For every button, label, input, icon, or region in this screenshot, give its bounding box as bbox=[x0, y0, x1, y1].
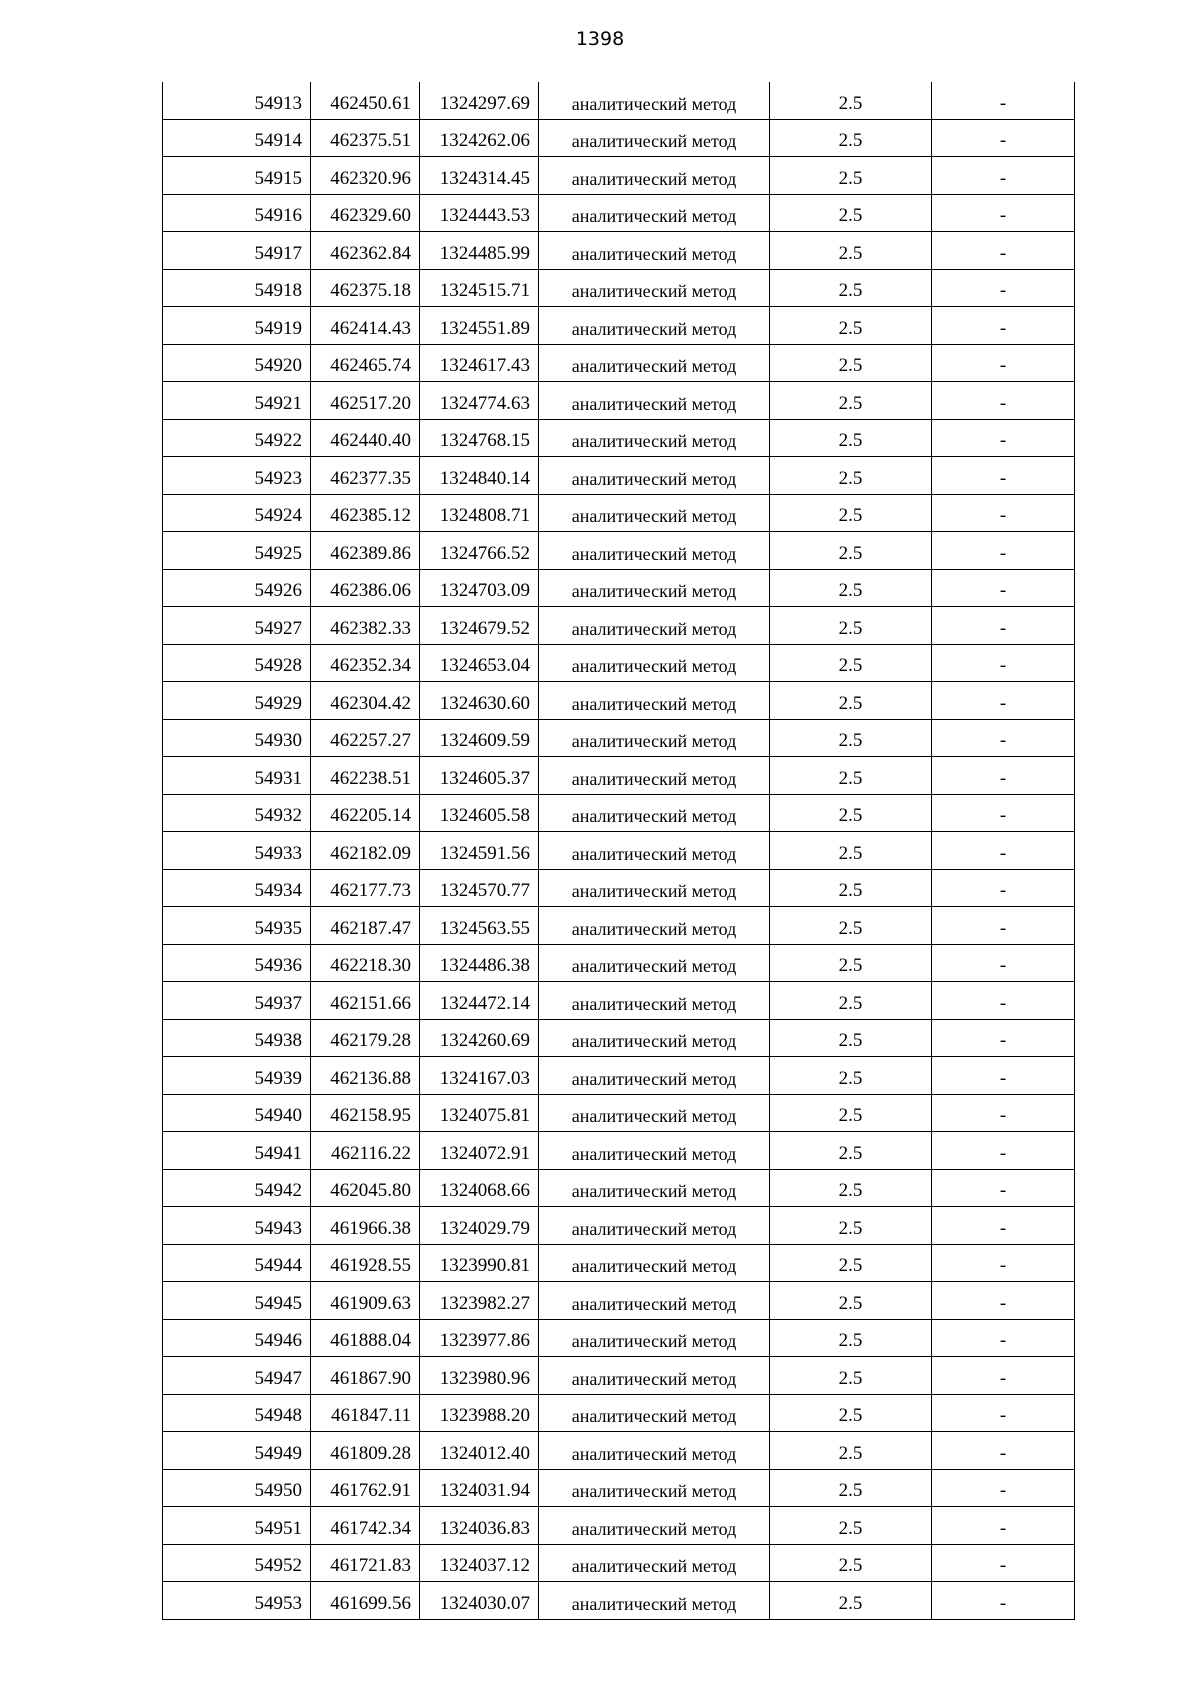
method-cell: аналитический метод bbox=[539, 944, 770, 982]
note-cell: - bbox=[932, 494, 1075, 532]
y-coordinate-cell: 1324766.52 bbox=[420, 532, 539, 570]
x-coordinate-cell: 462517.20 bbox=[311, 382, 420, 420]
x-coordinate-cell: 462238.51 bbox=[311, 757, 420, 795]
note-cell: - bbox=[932, 1507, 1075, 1545]
x-coordinate-cell: 462440.40 bbox=[311, 419, 420, 457]
point-number-cell: 54939 bbox=[163, 1057, 311, 1095]
point-number-cell: 54927 bbox=[163, 607, 311, 645]
point-number-cell: 54936 bbox=[163, 944, 311, 982]
x-coordinate-cell: 462187.47 bbox=[311, 907, 420, 945]
point-number-cell: 54926 bbox=[163, 569, 311, 607]
accuracy-cell: 2.5 bbox=[770, 1057, 932, 1095]
point-number-cell: 54938 bbox=[163, 1019, 311, 1057]
accuracy-cell: 2.5 bbox=[770, 157, 932, 195]
method-cell: аналитический метод bbox=[539, 1544, 770, 1582]
y-coordinate-cell: 1324031.94 bbox=[420, 1469, 539, 1507]
accuracy-cell: 2.5 bbox=[770, 832, 932, 870]
accuracy-cell: 2.5 bbox=[770, 869, 932, 907]
y-coordinate-cell: 1324443.53 bbox=[420, 194, 539, 232]
accuracy-cell: 2.5 bbox=[770, 1582, 932, 1620]
method-cell: аналитический метод bbox=[539, 82, 770, 119]
x-coordinate-cell: 461888.04 bbox=[311, 1319, 420, 1357]
point-number-cell: 54915 bbox=[163, 157, 311, 195]
note-cell: - bbox=[932, 944, 1075, 982]
table-row bbox=[163, 982, 1075, 1020]
method-cell: аналитический метод bbox=[539, 832, 770, 870]
x-coordinate-cell: 462304.42 bbox=[311, 682, 420, 720]
coordinates-table bbox=[162, 82, 1075, 1620]
table-row bbox=[163, 1057, 1075, 1095]
note-cell: - bbox=[932, 307, 1075, 345]
x-coordinate-cell: 461742.34 bbox=[311, 1507, 420, 1545]
y-coordinate-cell: 1323977.86 bbox=[420, 1319, 539, 1357]
table-row bbox=[163, 869, 1075, 907]
point-number-cell: 54932 bbox=[163, 794, 311, 832]
x-coordinate-cell: 462352.34 bbox=[311, 644, 420, 682]
method-cell: аналитический метод bbox=[539, 719, 770, 757]
table-row bbox=[163, 1507, 1075, 1545]
method-cell: аналитический метод bbox=[539, 1282, 770, 1320]
note-cell: - bbox=[932, 1207, 1075, 1245]
table-row bbox=[163, 494, 1075, 532]
note-cell: - bbox=[932, 382, 1075, 420]
y-coordinate-cell: 1323988.20 bbox=[420, 1394, 539, 1432]
accuracy-cell: 2.5 bbox=[770, 1169, 932, 1207]
point-number-cell: 54945 bbox=[163, 1282, 311, 1320]
method-cell: аналитический метод bbox=[539, 1394, 770, 1432]
note-cell: - bbox=[932, 532, 1075, 570]
point-number-cell: 54937 bbox=[163, 982, 311, 1020]
table-row bbox=[163, 1019, 1075, 1057]
point-number-cell: 54922 bbox=[163, 419, 311, 457]
table-row bbox=[163, 344, 1075, 382]
method-cell: аналитический метод bbox=[539, 869, 770, 907]
method-cell: аналитический метод bbox=[539, 682, 770, 720]
method-cell: аналитический метод bbox=[539, 194, 770, 232]
y-coordinate-cell: 1324605.58 bbox=[420, 794, 539, 832]
note-cell: - bbox=[932, 82, 1075, 119]
table-row bbox=[163, 1469, 1075, 1507]
table-row bbox=[163, 1319, 1075, 1357]
x-coordinate-cell: 462177.73 bbox=[311, 869, 420, 907]
method-cell: аналитический метод bbox=[539, 344, 770, 382]
x-coordinate-cell: 462182.09 bbox=[311, 832, 420, 870]
y-coordinate-cell: 1324653.04 bbox=[420, 644, 539, 682]
note-cell: - bbox=[932, 682, 1075, 720]
method-cell: аналитический метод bbox=[539, 1244, 770, 1282]
accuracy-cell: 2.5 bbox=[770, 794, 932, 832]
x-coordinate-cell: 461928.55 bbox=[311, 1244, 420, 1282]
table-row bbox=[163, 82, 1075, 119]
accuracy-cell: 2.5 bbox=[770, 907, 932, 945]
table-row bbox=[163, 1582, 1075, 1620]
y-coordinate-cell: 1324630.60 bbox=[420, 682, 539, 720]
accuracy-cell: 2.5 bbox=[770, 307, 932, 345]
x-coordinate-cell: 461867.90 bbox=[311, 1357, 420, 1395]
table-row bbox=[163, 1244, 1075, 1282]
note-cell: - bbox=[932, 1432, 1075, 1470]
y-coordinate-cell: 1324679.52 bbox=[420, 607, 539, 645]
method-cell: аналитический метод bbox=[539, 1094, 770, 1132]
x-coordinate-cell: 462362.84 bbox=[311, 232, 420, 270]
note-cell: - bbox=[932, 719, 1075, 757]
note-cell: - bbox=[932, 232, 1075, 270]
method-cell: аналитический метод bbox=[539, 307, 770, 345]
note-cell: - bbox=[932, 607, 1075, 645]
method-cell: аналитический метод bbox=[539, 1357, 770, 1395]
accuracy-cell: 2.5 bbox=[770, 119, 932, 157]
note-cell: - bbox=[932, 1169, 1075, 1207]
accuracy-cell: 2.5 bbox=[770, 757, 932, 795]
x-coordinate-cell: 461847.11 bbox=[311, 1394, 420, 1432]
accuracy-cell: 2.5 bbox=[770, 1357, 932, 1395]
y-coordinate-cell: 1323990.81 bbox=[420, 1244, 539, 1282]
note-cell: - bbox=[932, 1094, 1075, 1132]
x-coordinate-cell: 462136.88 bbox=[311, 1057, 420, 1095]
accuracy-cell: 2.5 bbox=[770, 569, 932, 607]
y-coordinate-cell: 1324774.63 bbox=[420, 382, 539, 420]
accuracy-cell: 2.5 bbox=[770, 1394, 932, 1432]
point-number-cell: 54951 bbox=[163, 1507, 311, 1545]
method-cell: аналитический метод bbox=[539, 644, 770, 682]
table-row bbox=[163, 1169, 1075, 1207]
accuracy-cell: 2.5 bbox=[770, 1282, 932, 1320]
method-cell: аналитический метод bbox=[539, 1132, 770, 1170]
method-cell: аналитический метод bbox=[539, 1319, 770, 1357]
point-number-cell: 54953 bbox=[163, 1582, 311, 1620]
x-coordinate-cell: 462320.96 bbox=[311, 157, 420, 195]
accuracy-cell: 2.5 bbox=[770, 1432, 932, 1470]
method-cell: аналитический метод bbox=[539, 1432, 770, 1470]
y-coordinate-cell: 1323982.27 bbox=[420, 1282, 539, 1320]
method-cell: аналитический метод bbox=[539, 1169, 770, 1207]
table-row bbox=[163, 1282, 1075, 1320]
method-cell: аналитический метод bbox=[539, 232, 770, 270]
accuracy-cell: 2.5 bbox=[770, 532, 932, 570]
accuracy-cell: 2.5 bbox=[770, 1244, 932, 1282]
point-number-cell: 54921 bbox=[163, 382, 311, 420]
accuracy-cell: 2.5 bbox=[770, 982, 932, 1020]
x-coordinate-cell: 461966.38 bbox=[311, 1207, 420, 1245]
point-number-cell: 54913 bbox=[163, 82, 311, 119]
table-row bbox=[163, 1432, 1075, 1470]
x-coordinate-cell: 462179.28 bbox=[311, 1019, 420, 1057]
point-number-cell: 54944 bbox=[163, 1244, 311, 1282]
method-cell: аналитический метод bbox=[539, 382, 770, 420]
point-number-cell: 54923 bbox=[163, 457, 311, 495]
point-number-cell: 54924 bbox=[163, 494, 311, 532]
accuracy-cell: 2.5 bbox=[770, 232, 932, 270]
point-number-cell: 54950 bbox=[163, 1469, 311, 1507]
point-number-cell: 54931 bbox=[163, 757, 311, 795]
point-number-cell: 54952 bbox=[163, 1544, 311, 1582]
y-coordinate-cell: 1324167.03 bbox=[420, 1057, 539, 1095]
x-coordinate-cell: 462382.33 bbox=[311, 607, 420, 645]
table-row bbox=[163, 644, 1075, 682]
note-cell: - bbox=[932, 269, 1075, 307]
table-row bbox=[163, 269, 1075, 307]
x-coordinate-cell: 461809.28 bbox=[311, 1432, 420, 1470]
table-row bbox=[163, 307, 1075, 345]
y-coordinate-cell: 1324036.83 bbox=[420, 1507, 539, 1545]
note-cell: - bbox=[932, 982, 1075, 1020]
note-cell: - bbox=[932, 457, 1075, 495]
method-cell: аналитический метод bbox=[539, 532, 770, 570]
accuracy-cell: 2.5 bbox=[770, 344, 932, 382]
note-cell: - bbox=[932, 907, 1075, 945]
coordinates-table-body bbox=[163, 82, 1075, 1619]
note-cell: - bbox=[932, 419, 1075, 457]
table-row bbox=[163, 1094, 1075, 1132]
point-number-cell: 54916 bbox=[163, 194, 311, 232]
accuracy-cell: 2.5 bbox=[770, 82, 932, 119]
table-row bbox=[163, 382, 1075, 420]
note-cell: - bbox=[932, 757, 1075, 795]
point-number-cell: 54948 bbox=[163, 1394, 311, 1432]
note-cell: - bbox=[932, 794, 1075, 832]
x-coordinate-cell: 461909.63 bbox=[311, 1282, 420, 1320]
accuracy-cell: 2.5 bbox=[770, 1132, 932, 1170]
note-cell: - bbox=[932, 1282, 1075, 1320]
method-cell: аналитический метод bbox=[539, 119, 770, 157]
point-number-cell: 54946 bbox=[163, 1319, 311, 1357]
point-number-cell: 54949 bbox=[163, 1432, 311, 1470]
y-coordinate-cell: 1324808.71 bbox=[420, 494, 539, 532]
note-cell: - bbox=[932, 832, 1075, 870]
accuracy-cell: 2.5 bbox=[770, 1507, 932, 1545]
y-coordinate-cell: 1324551.89 bbox=[420, 307, 539, 345]
note-cell: - bbox=[932, 1357, 1075, 1395]
method-cell: аналитический метод bbox=[539, 569, 770, 607]
table-row bbox=[163, 1207, 1075, 1245]
note-cell: - bbox=[932, 1319, 1075, 1357]
method-cell: аналитический метод bbox=[539, 907, 770, 945]
table-row bbox=[163, 607, 1075, 645]
method-cell: аналитический метод bbox=[539, 1582, 770, 1620]
method-cell: аналитический метод bbox=[539, 757, 770, 795]
y-coordinate-cell: 1324703.09 bbox=[420, 569, 539, 607]
table-row bbox=[163, 232, 1075, 270]
x-coordinate-cell: 462465.74 bbox=[311, 344, 420, 382]
table-row bbox=[163, 119, 1075, 157]
point-number-cell: 54928 bbox=[163, 644, 311, 682]
x-coordinate-cell: 462158.95 bbox=[311, 1094, 420, 1132]
y-coordinate-cell: 1324515.71 bbox=[420, 269, 539, 307]
x-coordinate-cell: 462377.35 bbox=[311, 457, 420, 495]
y-coordinate-cell: 1324485.99 bbox=[420, 232, 539, 270]
accuracy-cell: 2.5 bbox=[770, 644, 932, 682]
page-number: 1398 bbox=[575, 28, 625, 50]
x-coordinate-cell: 462389.86 bbox=[311, 532, 420, 570]
method-cell: аналитический метод bbox=[539, 419, 770, 457]
note-cell: - bbox=[932, 194, 1075, 232]
accuracy-cell: 2.5 bbox=[770, 269, 932, 307]
method-cell: аналитический метод bbox=[539, 1019, 770, 1057]
y-coordinate-cell: 1324314.45 bbox=[420, 157, 539, 195]
y-coordinate-cell: 1324486.38 bbox=[420, 944, 539, 982]
point-number-cell: 54918 bbox=[163, 269, 311, 307]
y-coordinate-cell: 1323980.96 bbox=[420, 1357, 539, 1395]
y-coordinate-cell: 1324297.69 bbox=[420, 82, 539, 119]
note-cell: - bbox=[932, 157, 1075, 195]
table-row bbox=[163, 907, 1075, 945]
table-row bbox=[163, 1544, 1075, 1582]
method-cell: аналитический метод bbox=[539, 794, 770, 832]
table-row bbox=[163, 757, 1075, 795]
point-number-cell: 54920 bbox=[163, 344, 311, 382]
table-row bbox=[163, 682, 1075, 720]
table-row bbox=[163, 944, 1075, 982]
method-cell: аналитический метод bbox=[539, 157, 770, 195]
accuracy-cell: 2.5 bbox=[770, 194, 932, 232]
y-coordinate-cell: 1324570.77 bbox=[420, 869, 539, 907]
method-cell: аналитический метод bbox=[539, 457, 770, 495]
x-coordinate-cell: 462116.22 bbox=[311, 1132, 420, 1170]
table-row bbox=[163, 719, 1075, 757]
accuracy-cell: 2.5 bbox=[770, 1207, 932, 1245]
y-coordinate-cell: 1324840.14 bbox=[420, 457, 539, 495]
table-row bbox=[163, 832, 1075, 870]
x-coordinate-cell: 462257.27 bbox=[311, 719, 420, 757]
method-cell: аналитический метод bbox=[539, 982, 770, 1020]
accuracy-cell: 2.5 bbox=[770, 457, 932, 495]
accuracy-cell: 2.5 bbox=[770, 607, 932, 645]
point-number-cell: 54917 bbox=[163, 232, 311, 270]
table-row bbox=[163, 532, 1075, 570]
y-coordinate-cell: 1324260.69 bbox=[420, 1019, 539, 1057]
point-number-cell: 54942 bbox=[163, 1169, 311, 1207]
note-cell: - bbox=[932, 1394, 1075, 1432]
accuracy-cell: 2.5 bbox=[770, 719, 932, 757]
x-coordinate-cell: 462329.60 bbox=[311, 194, 420, 232]
point-number-cell: 54914 bbox=[163, 119, 311, 157]
point-number-cell: 54941 bbox=[163, 1132, 311, 1170]
accuracy-cell: 2.5 bbox=[770, 419, 932, 457]
point-number-cell: 54935 bbox=[163, 907, 311, 945]
method-cell: аналитический метод bbox=[539, 1469, 770, 1507]
point-number-cell: 54943 bbox=[163, 1207, 311, 1245]
table-row bbox=[163, 419, 1075, 457]
y-coordinate-cell: 1324609.59 bbox=[420, 719, 539, 757]
x-coordinate-cell: 462151.66 bbox=[311, 982, 420, 1020]
method-cell: аналитический метод bbox=[539, 494, 770, 532]
point-number-cell: 54919 bbox=[163, 307, 311, 345]
x-coordinate-cell: 462386.06 bbox=[311, 569, 420, 607]
accuracy-cell: 2.5 bbox=[770, 382, 932, 420]
y-coordinate-cell: 1324029.79 bbox=[420, 1207, 539, 1245]
method-cell: аналитический метод bbox=[539, 1057, 770, 1095]
accuracy-cell: 2.5 bbox=[770, 944, 932, 982]
y-coordinate-cell: 1324037.12 bbox=[420, 1544, 539, 1582]
note-cell: - bbox=[932, 1582, 1075, 1620]
note-cell: - bbox=[932, 119, 1075, 157]
accuracy-cell: 2.5 bbox=[770, 1319, 932, 1357]
method-cell: аналитический метод bbox=[539, 1207, 770, 1245]
method-cell: аналитический метод bbox=[539, 269, 770, 307]
y-coordinate-cell: 1324768.15 bbox=[420, 419, 539, 457]
note-cell: - bbox=[932, 1469, 1075, 1507]
table-row bbox=[163, 1357, 1075, 1395]
table-row bbox=[163, 457, 1075, 495]
accuracy-cell: 2.5 bbox=[770, 1094, 932, 1132]
point-number-cell: 54925 bbox=[163, 532, 311, 570]
table-row bbox=[163, 1394, 1075, 1432]
y-coordinate-cell: 1324068.66 bbox=[420, 1169, 539, 1207]
point-number-cell: 54930 bbox=[163, 719, 311, 757]
note-cell: - bbox=[932, 644, 1075, 682]
table-row bbox=[163, 194, 1075, 232]
x-coordinate-cell: 462218.30 bbox=[311, 944, 420, 982]
x-coordinate-cell: 462375.51 bbox=[311, 119, 420, 157]
x-coordinate-cell: 462385.12 bbox=[311, 494, 420, 532]
accuracy-cell: 2.5 bbox=[770, 494, 932, 532]
x-coordinate-cell: 462450.61 bbox=[311, 82, 420, 119]
y-coordinate-cell: 1324012.40 bbox=[420, 1432, 539, 1470]
note-cell: - bbox=[932, 1019, 1075, 1057]
method-cell: аналитический метод bbox=[539, 1507, 770, 1545]
x-coordinate-cell: 462414.43 bbox=[311, 307, 420, 345]
point-number-cell: 54933 bbox=[163, 832, 311, 870]
y-coordinate-cell: 1324075.81 bbox=[420, 1094, 539, 1132]
note-cell: - bbox=[932, 344, 1075, 382]
x-coordinate-cell: 462205.14 bbox=[311, 794, 420, 832]
accuracy-cell: 2.5 bbox=[770, 1544, 932, 1582]
y-coordinate-cell: 1324030.07 bbox=[420, 1582, 539, 1620]
accuracy-cell: 2.5 bbox=[770, 1019, 932, 1057]
table-row bbox=[163, 794, 1075, 832]
note-cell: - bbox=[932, 1244, 1075, 1282]
x-coordinate-cell: 461762.91 bbox=[311, 1469, 420, 1507]
y-coordinate-cell: 1324591.56 bbox=[420, 832, 539, 870]
note-cell: - bbox=[932, 869, 1075, 907]
point-number-cell: 54940 bbox=[163, 1094, 311, 1132]
y-coordinate-cell: 1324472.14 bbox=[420, 982, 539, 1020]
method-cell: аналитический метод bbox=[539, 607, 770, 645]
note-cell: - bbox=[932, 1132, 1075, 1170]
y-coordinate-cell: 1324262.06 bbox=[420, 119, 539, 157]
table-row bbox=[163, 569, 1075, 607]
x-coordinate-cell: 462375.18 bbox=[311, 269, 420, 307]
table-row bbox=[163, 1132, 1075, 1170]
point-number-cell: 54934 bbox=[163, 869, 311, 907]
x-coordinate-cell: 461699.56 bbox=[311, 1582, 420, 1620]
y-coordinate-cell: 1324605.37 bbox=[420, 757, 539, 795]
note-cell: - bbox=[932, 1544, 1075, 1582]
y-coordinate-cell: 1324617.43 bbox=[420, 344, 539, 382]
x-coordinate-cell: 462045.80 bbox=[311, 1169, 420, 1207]
note-cell: - bbox=[932, 1057, 1075, 1095]
point-number-cell: 54947 bbox=[163, 1357, 311, 1395]
note-cell: - bbox=[932, 569, 1075, 607]
x-coordinate-cell: 461721.83 bbox=[311, 1544, 420, 1582]
y-coordinate-cell: 1324072.91 bbox=[420, 1132, 539, 1170]
point-number-cell: 54929 bbox=[163, 682, 311, 720]
table-row bbox=[163, 157, 1075, 195]
y-coordinate-cell: 1324563.55 bbox=[420, 907, 539, 945]
accuracy-cell: 2.5 bbox=[770, 682, 932, 720]
accuracy-cell: 2.5 bbox=[770, 1469, 932, 1507]
